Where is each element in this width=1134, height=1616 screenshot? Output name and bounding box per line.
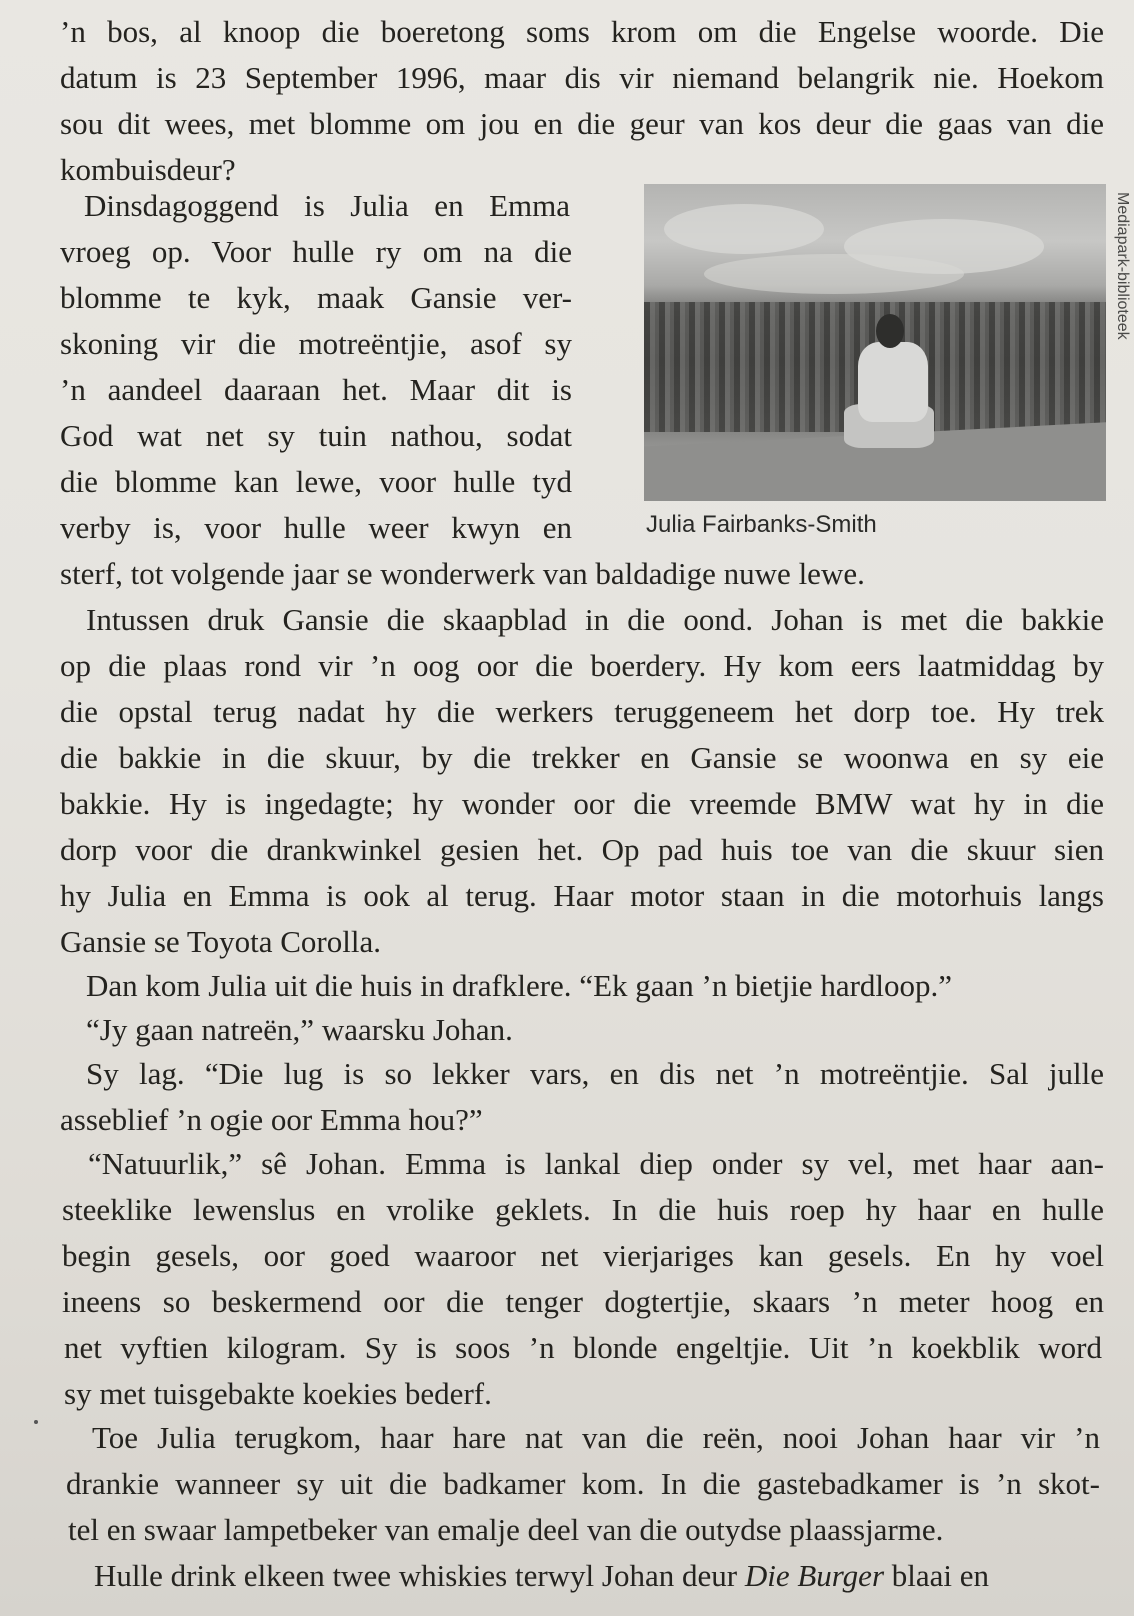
text-line: die opstal terug nadat hy die werkers teruggeneem het dorp toe. Hy trek <box>60 694 1104 729</box>
photo-caption: Julia Fairbanks-Smith <box>646 511 877 538</box>
text-line: God wat net sy tuin nathou, sodat <box>60 418 572 453</box>
text-line: bakkie. Hy is ingedagte; hy wonder oor die vreemde BMW wat hy in die <box>60 786 1104 821</box>
text-fragment: blaai en <box>884 1558 990 1593</box>
text-line: “Natuurlik,” sê Johan. Emma is lankal diep onder sy vel, met haar aan- <box>88 1146 1104 1181</box>
specks <box>34 1420 38 1424</box>
newspaper-title: Die Burger <box>744 1558 885 1593</box>
text-line: datum is 23 September 1996, maar dis vir niemand belangrik nie. Hoekom <box>60 60 1104 95</box>
text-fragment: Hulle drink elkeen twee whiskies terwyl Johan deur <box>94 1558 745 1593</box>
text-line: tel en swaar lampetbeker van emalje deel van die outydse plaassjarme. <box>68 1512 944 1547</box>
text-line <box>94 1556 989 1596</box>
text-line: ’n bos, al knoop die boeretong soms krom om die Engelse woorde. Die <box>60 14 1104 49</box>
text-line: die bakkie in die skuur, by die trekker en Gansie se woonwa en sy eie <box>60 740 1104 775</box>
text-line: hy Julia en Emma is ook al terug. Haar motor staan in die motorhuis langs <box>60 878 1104 913</box>
text-line: skoning vir die motreëntjie, asof sy <box>60 326 572 361</box>
text-line: ineens so beskermend oor die tenger dogtertjie, skaars ’n meter hoog en <box>62 1284 1104 1319</box>
photo-subject <box>876 314 904 348</box>
photo-credit: Mediapark-biblioteek <box>1114 192 1131 340</box>
text-line: ’n aandeel daaraan het. Maar dit is <box>60 372 572 407</box>
text-line: asseblief ’n ogie oor Emma hou?” <box>60 1102 483 1137</box>
text-line: sy met tuisgebakte koekies bederf. <box>64 1376 492 1411</box>
text-line: verby is, voor hulle weer kwyn en <box>60 510 572 545</box>
text-line: Dinsdagoggend is Julia en Emma <box>84 188 570 223</box>
text-line: begin gesels, oor goed waaroor net vierjariges kan gesels. En hy voel <box>62 1238 1104 1273</box>
text-line: Toe Julia terugkom, haar hare nat van die reën, nooi Johan haar vir ’n <box>92 1420 1100 1455</box>
text-line: Sy lag. “Die lug is so lekker vars, en dis net ’n motreëntjie. Sal julle <box>86 1056 1104 1091</box>
photo <box>644 184 1106 501</box>
text-line: Intussen druk Gansie die skaapblad in die oond. Johan is met die bakkie <box>86 602 1104 637</box>
text-line: steeklike lewenslus en vrolike geklets. In die huis roep hy haar en hulle <box>62 1192 1104 1227</box>
text-line: vroeg op. Voor hulle ry om na die <box>60 234 572 269</box>
text-line: Gansie se Toyota Corolla. <box>60 924 381 959</box>
text-line: “Jy gaan natreën,” waarsku Johan. <box>86 1012 513 1047</box>
text-line: sterf, tot volgende jaar se wonderwerk van baldadige nuwe lewe. <box>60 556 865 591</box>
text-line: drankie wanneer sy uit die badkamer kom. In die gastebadkamer is ’n skot- <box>66 1466 1100 1501</box>
text-line: sou dit wees, met blomme om jou en die geur van kos deur die gaas van die <box>60 106 1104 141</box>
text-line: die blomme kan lewe, voor hulle tyd <box>60 464 572 499</box>
text-line: op die plaas rond vir ’n oog oor die boerdery. Hy kom eers laatmiddag by <box>60 648 1104 683</box>
text-line: kombuisdeur? <box>60 152 236 187</box>
text-line: net vyftien kilogram. Sy is soos ’n blonde engeltjie. Uit ’n koekblik word <box>64 1330 1102 1365</box>
text-line: Dan kom Julia uit die huis in drafklere. “Ek gaan ’n bietjie hardloop.” <box>86 968 953 1003</box>
text-line: dorp voor die drankwinkel gesien het. Op pad huis toe van die skuur sien <box>60 832 1104 867</box>
text-line: blomme te kyk, maak Gansie ver- <box>60 280 572 315</box>
